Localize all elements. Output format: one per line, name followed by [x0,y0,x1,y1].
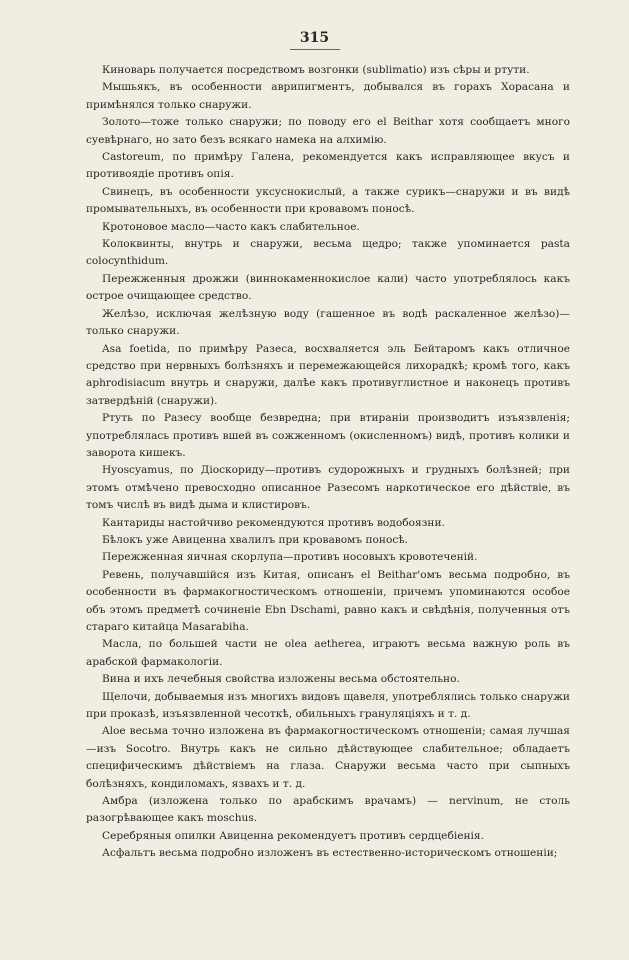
paragraph: Асфальтъ весьма подробно изложенъ въ естественно-историческомъ отношеніи; [102,847,558,860]
paragraph: Мышьякъ, въ особенности аврипигментъ, добывался въ горахъ Хорасана и примѣнялся только снаружи. [86,81,570,111]
paragraph: Вина и ихъ лечебныя свойства изложены весьма обстоятельно. [102,673,460,686]
page-number-underline [290,49,340,50]
body-text [86,62,570,863]
paragraph: Желѣзо, исключая желѣзную воду (гашенное въ водѣ раскаленное желѣзо)—только снаружи. [86,307,570,338]
paragraph: Castoreum, по примѣру Галена, рекомендуется какъ исправляющее вкусъ и противоядіе противъ опія. [86,151,570,181]
paragraph: Золото—тоже только снаружи; по поводу его el Beithar хотя сообщаетъ много суевѣрнаго, но зато безъ всякаго намека на алхимію. [86,116,570,146]
paragraph: Масла, по большей части не olea aetherea, играютъ весьма важную роль въ арабской фармакологіи. [86,638,570,668]
paragraph: Пережженная яичная скорлупа—противъ носовыхъ кровотеченій. [102,551,478,564]
paragraph: Ртуть по Разесу вообще безвредна; при втираніи производитъ изъязвленія; употреблялась противъ вшей въ сожженномъ (окисленномъ) видѣ, противъ колики и заворота кишекъ. [86,412,570,459]
paragraph: Пережженныя дрожжи (виннокаменнокислое кали) часто употреблялось какъ острое очищающее средство. [86,272,570,303]
paragraph: Бѣлокъ уже Авиценна хвалилъ при кровавомъ поносѣ. [102,533,409,546]
page-number: 315 [299,30,330,46]
paragraph: Серебряныя опилки Авиценна рекомендуетъ противъ сердцебіенія. [102,829,484,842]
paragraph: Колоквинты, внутрь и снаружи, весьма щедро; также упоминается pasta colocynthidum. [86,238,570,268]
paragraph: Hyoscyamus, по Діоскориду—противъ судорожныхъ и грудныхъ болѣзней; при этомъ отмѣчено превосходно описанное Разесомъ наркотическое его дѣйствіе, въ томъ числѣ въ видѣ дыма и клистировъ. [86,464,570,512]
paragraph: Ревень, получавшійся изъ Китая, описанъ el Beithar'омъ весьма подробно, въ особенности въ фармакогностическомъ отношеніи, причемъ упоминаются особое объ этомъ предметѣ сочиненіе Ebn Dschami, равно какъ и свѣдѣнія, полученныя отъ стараго китайца Masarabiha. [86,568,570,633]
paragraph: Щелочи, добываемыя изъ многихъ видовъ щавеля, употреблялись только снаружи при проказѣ, изъязвленной чесоткѣ, обильныхъ грануляціяхъ и т. д. [86,690,570,721]
paragraph: Кантариды настойчиво рекомендуются противъ водобоязни. [102,516,445,529]
paragraph: Свинецъ, въ особенности уксуснокислый, а также сурикъ—снаружи и въ видѣ промывательныхъ, въ особенности при кровавомъ поносѣ. [86,185,570,216]
paragraph: Кротоновое масло—часто какъ слабительное. [102,220,360,233]
paragraph: Киноварь получается посредствомъ возгонки (sublimatio) изъ сѣры и ртути. [102,64,530,76]
paragraph: Aloe весьма точно изложена въ фармакогностическомъ отношеніи; самая лучшая—изъ Socotro. Внутрь какъ не сильно дѣйствующее слабительное; обладаетъ специфическимъ дѣйствіемъ на глаза. Снаружи весьма часто при сыпныхъ болѣзняхъ, кондиломахъ, язвахъ и т. д. [86,725,570,790]
paragraph: Asa foetida, по примѣру Разеса, восхваляется эль Бейтаромъ какъ отличное средство при нервныхъ болѣзняхъ и перемежающейся лихорадкѣ; кромѣ того, какъ aphrodisiacum внутрь и снаружи, далѣе какъ противуглистное и наконецъ противъ затвердѣній (снаружи). [86,342,570,407]
paragraph: Амбра (изложена только по арабскимъ врачамъ) — nervinum, не столь разогрѣвающее какъ moschus. [86,795,570,825]
